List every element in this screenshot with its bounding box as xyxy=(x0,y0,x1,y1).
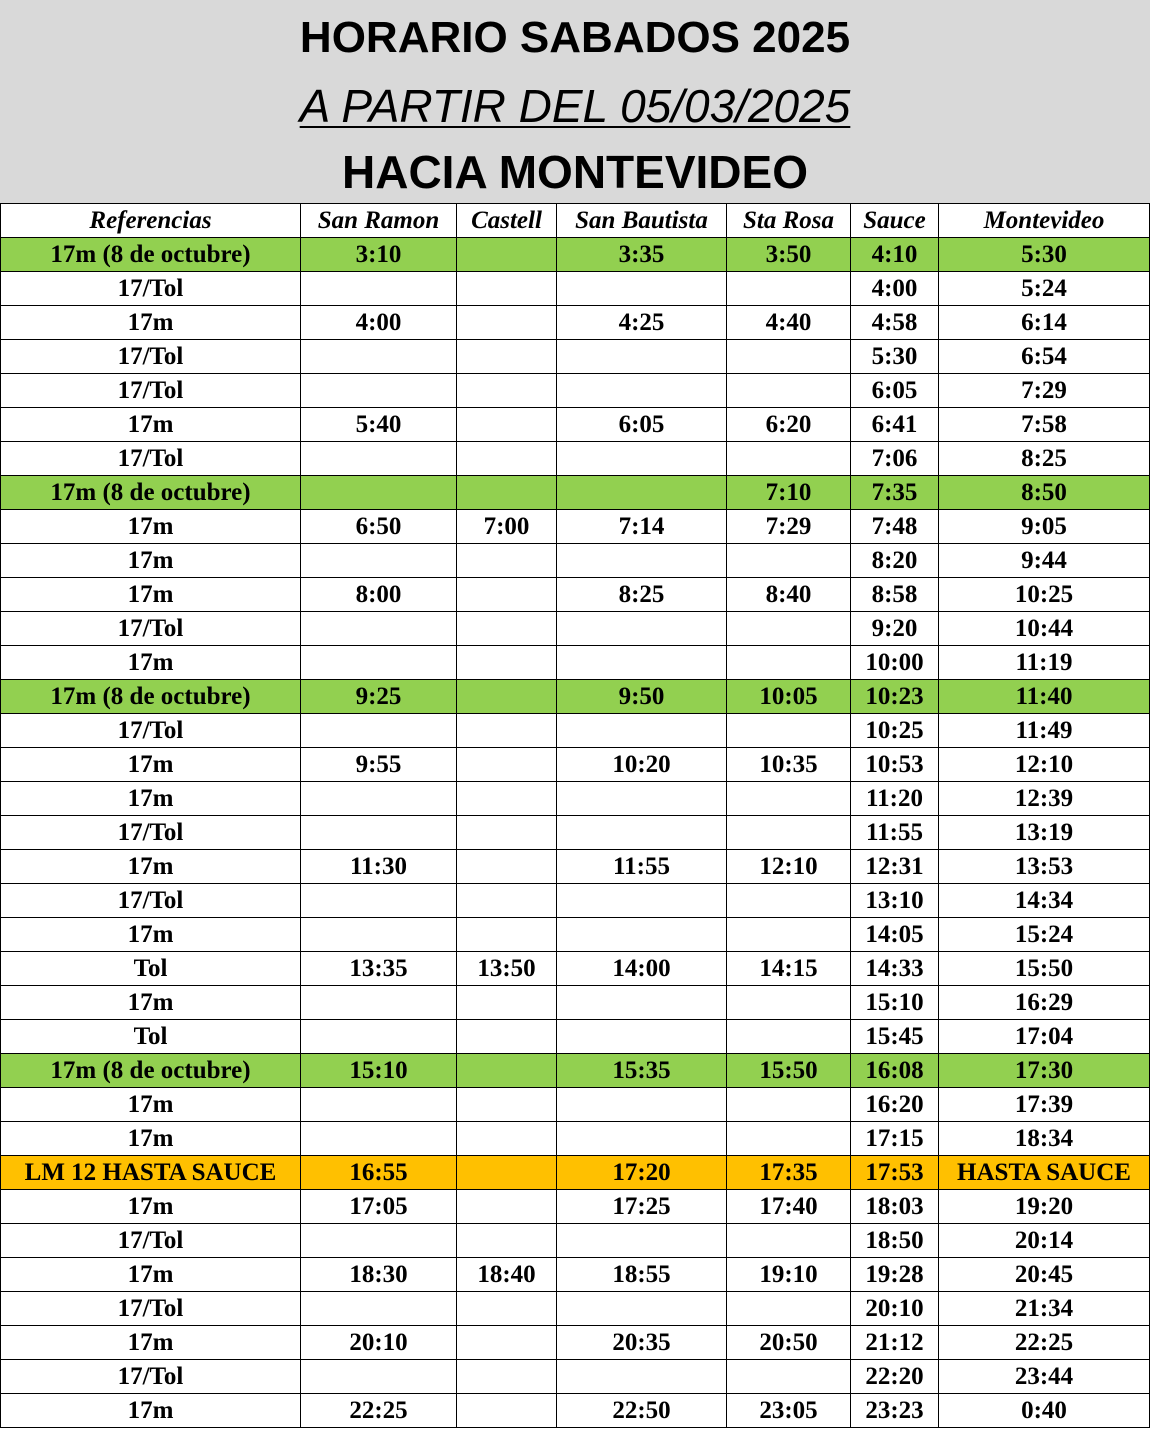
sta-rosa-cell xyxy=(727,986,851,1020)
montevideo-cell: 8:25 xyxy=(939,442,1150,476)
sta-rosa-cell: 7:29 xyxy=(727,510,851,544)
castell-cell xyxy=(457,1088,557,1122)
castell-cell xyxy=(457,306,557,340)
referencia-cell: 17/Tol xyxy=(1,714,301,748)
sta-rosa-cell xyxy=(727,918,851,952)
sauce-cell: 17:15 xyxy=(851,1122,939,1156)
sta-rosa-cell xyxy=(727,442,851,476)
referencia-cell: 17m xyxy=(1,1190,301,1224)
montevideo-cell: 12:39 xyxy=(939,782,1150,816)
sauce-cell: 20:10 xyxy=(851,1292,939,1326)
sauce-cell: 4:10 xyxy=(851,238,939,272)
san-bautista-cell: 15:35 xyxy=(557,1054,727,1088)
sta-rosa-cell xyxy=(727,272,851,306)
referencia-cell: 17m xyxy=(1,544,301,578)
san-bautista-cell xyxy=(557,612,727,646)
schedule-row xyxy=(1,510,1150,544)
sauce-cell: 15:45 xyxy=(851,1020,939,1054)
sta-rosa-cell: 17:40 xyxy=(727,1190,851,1224)
castell-cell xyxy=(457,1292,557,1326)
sauce-cell: 12:31 xyxy=(851,850,939,884)
sauce-cell: 18:50 xyxy=(851,1224,939,1258)
san-bautista-cell: 4:25 xyxy=(557,306,727,340)
san-bautista-cell xyxy=(557,1360,727,1394)
montevideo-cell: 9:44 xyxy=(939,544,1150,578)
san-ramon-cell xyxy=(301,986,457,1020)
san-bautista-cell xyxy=(557,1224,727,1258)
schedule-row xyxy=(1,646,1150,680)
sauce-cell: 5:30 xyxy=(851,340,939,374)
sauce-cell: 13:10 xyxy=(851,884,939,918)
sauce-cell: 7:35 xyxy=(851,476,939,510)
san-ramon-cell xyxy=(301,646,457,680)
san-ramon-cell xyxy=(301,1292,457,1326)
schedule-row xyxy=(1,952,1150,986)
montevideo-cell: 20:45 xyxy=(939,1258,1150,1292)
sta-rosa-cell xyxy=(727,544,851,578)
referencia-cell: Tol xyxy=(1,952,301,986)
montevideo-cell: 5:30 xyxy=(939,238,1150,272)
sta-rosa-cell: 15:50 xyxy=(727,1054,851,1088)
san-ramon-cell xyxy=(301,816,457,850)
san-ramon-cell: 5:40 xyxy=(301,408,457,442)
castell-cell xyxy=(457,680,557,714)
castell-cell xyxy=(457,408,557,442)
castell-cell xyxy=(457,1054,557,1088)
san-bautista-cell: 18:55 xyxy=(557,1258,727,1292)
schedule-row xyxy=(1,986,1150,1020)
direction-title: HACIA MONTEVIDEO xyxy=(342,146,808,198)
castell-cell xyxy=(457,1326,557,1360)
sta-rosa-cell: 17:35 xyxy=(727,1156,851,1190)
montevideo-cell: 22:25 xyxy=(939,1326,1150,1360)
referencia-cell: 17/Tol xyxy=(1,340,301,374)
san-bautista-cell xyxy=(557,884,727,918)
montevideo-cell: 23:44 xyxy=(939,1360,1150,1394)
schedule-body xyxy=(1,238,1150,1428)
san-bautista-cell xyxy=(557,544,727,578)
schedule-row xyxy=(1,748,1150,782)
referencia-cell: 17m xyxy=(1,1394,301,1428)
referencia-cell: 17m xyxy=(1,578,301,612)
sauce-cell: 10:53 xyxy=(851,748,939,782)
san-ramon-cell: 8:00 xyxy=(301,578,457,612)
san-bautista-cell: 3:35 xyxy=(557,238,727,272)
referencia-cell: 17/Tol xyxy=(1,884,301,918)
castell-cell xyxy=(457,340,557,374)
schedule-row xyxy=(1,1190,1150,1224)
referencia-cell: 17m (8 de octubre) xyxy=(1,476,301,510)
san-ramon-cell xyxy=(301,782,457,816)
montevideo-cell: 11:49 xyxy=(939,714,1150,748)
castell-cell xyxy=(457,714,557,748)
sauce-cell: 9:20 xyxy=(851,612,939,646)
sta-rosa-cell: 10:35 xyxy=(727,748,851,782)
san-ramon-cell xyxy=(301,918,457,952)
sta-rosa-cell xyxy=(727,1360,851,1394)
schedule-row xyxy=(1,1088,1150,1122)
san-bautista-cell xyxy=(557,1122,727,1156)
montevideo-cell: 20:14 xyxy=(939,1224,1150,1258)
montevideo-cell: 21:34 xyxy=(939,1292,1150,1326)
montevideo-cell: 7:58 xyxy=(939,408,1150,442)
schedule-row xyxy=(1,306,1150,340)
referencia-cell: 17m xyxy=(1,782,301,816)
referencia-cell: Tol xyxy=(1,1020,301,1054)
san-ramon-cell: 3:10 xyxy=(301,238,457,272)
sauce-cell: 4:58 xyxy=(851,306,939,340)
castell-cell xyxy=(457,578,557,612)
sauce-cell: 10:23 xyxy=(851,680,939,714)
sauce-cell: 16:08 xyxy=(851,1054,939,1088)
san-ramon-cell xyxy=(301,1020,457,1054)
sta-rosa-cell xyxy=(727,1020,851,1054)
castell-cell xyxy=(457,442,557,476)
schedule-row xyxy=(1,1360,1150,1394)
sta-rosa-cell: 14:15 xyxy=(727,952,851,986)
referencia-cell: 17m xyxy=(1,1258,301,1292)
castell-cell xyxy=(457,986,557,1020)
sauce-cell: 7:06 xyxy=(851,442,939,476)
column-header-castell: Castell xyxy=(457,204,557,238)
castell-cell xyxy=(457,1190,557,1224)
schedule-row xyxy=(1,1292,1150,1326)
schedule-row xyxy=(1,918,1150,952)
san-ramon-cell xyxy=(301,1360,457,1394)
sauce-cell: 10:00 xyxy=(851,646,939,680)
sauce-cell: 22:20 xyxy=(851,1360,939,1394)
referencia-cell: 17/Tol xyxy=(1,1224,301,1258)
referencia-cell: 17m xyxy=(1,748,301,782)
castell-cell xyxy=(457,272,557,306)
montevideo-cell: 13:53 xyxy=(939,850,1150,884)
sta-rosa-cell xyxy=(727,1122,851,1156)
referencia-cell: 17/Tol xyxy=(1,816,301,850)
sauce-cell: 15:10 xyxy=(851,986,939,1020)
referencia-cell: 17m (8 de octubre) xyxy=(1,1054,301,1088)
san-ramon-cell: 17:05 xyxy=(301,1190,457,1224)
schedule-row xyxy=(1,1258,1150,1292)
sta-rosa-cell: 19:10 xyxy=(727,1258,851,1292)
sta-rosa-cell: 3:50 xyxy=(727,238,851,272)
sauce-cell: 16:20 xyxy=(851,1088,939,1122)
referencia-cell: 17/Tol xyxy=(1,272,301,306)
san-bautista-cell: 7:14 xyxy=(557,510,727,544)
san-ramon-cell: 9:25 xyxy=(301,680,457,714)
montevideo-cell: 18:34 xyxy=(939,1122,1150,1156)
schedule-row xyxy=(1,850,1150,884)
castell-cell xyxy=(457,1224,557,1258)
montevideo-cell: 0:40 xyxy=(939,1394,1150,1428)
column-header-san-bautista: San Bautista xyxy=(557,204,727,238)
san-bautista-cell: 17:25 xyxy=(557,1190,727,1224)
montevideo-cell: 12:10 xyxy=(939,748,1150,782)
schedule-row xyxy=(1,884,1150,918)
referencia-cell: 17m xyxy=(1,1088,301,1122)
montevideo-cell: 6:54 xyxy=(939,340,1150,374)
castell-cell xyxy=(457,1394,557,1428)
referencia-cell: 17/Tol xyxy=(1,442,301,476)
san-ramon-cell: 15:10 xyxy=(301,1054,457,1088)
san-ramon-cell xyxy=(301,612,457,646)
schedule-row xyxy=(1,1224,1150,1258)
schedule-row xyxy=(1,1394,1150,1428)
schedule-row xyxy=(1,782,1150,816)
san-ramon-cell xyxy=(301,544,457,578)
schedule-title: HORARIO SABADOS 2025 xyxy=(299,13,851,62)
schedule-table xyxy=(0,203,1150,1428)
sta-rosa-cell xyxy=(727,884,851,918)
referencia-cell: 17m xyxy=(1,646,301,680)
san-bautista-cell: 11:55 xyxy=(557,850,727,884)
san-bautista-cell xyxy=(557,272,727,306)
sauce-cell: 17:53 xyxy=(851,1156,939,1190)
referencia-cell: 17m xyxy=(1,306,301,340)
montevideo-cell: 8:50 xyxy=(939,476,1150,510)
sauce-cell: 6:05 xyxy=(851,374,939,408)
column-header-montevideo: Montevideo xyxy=(939,204,1150,238)
sauce-cell: 19:28 xyxy=(851,1258,939,1292)
schedule-row xyxy=(1,1122,1150,1156)
san-bautista-cell xyxy=(557,1292,727,1326)
montevideo-cell: 10:25 xyxy=(939,578,1150,612)
san-ramon-cell xyxy=(301,714,457,748)
san-bautista-cell xyxy=(557,816,727,850)
sta-rosa-cell xyxy=(727,612,851,646)
schedule-row xyxy=(1,238,1150,272)
san-bautista-cell xyxy=(557,1020,727,1054)
san-ramon-cell: 13:35 xyxy=(301,952,457,986)
montevideo-cell: 11:19 xyxy=(939,646,1150,680)
montevideo-cell: 19:20 xyxy=(939,1190,1150,1224)
castell-cell: 13:50 xyxy=(457,952,557,986)
castell-cell xyxy=(457,816,557,850)
san-bautista-cell: 10:20 xyxy=(557,748,727,782)
column-header-sta-rosa: Sta Rosa xyxy=(727,204,851,238)
san-ramon-cell xyxy=(301,884,457,918)
san-ramon-cell xyxy=(301,1224,457,1258)
montevideo-cell: HASTA SAUCE xyxy=(939,1156,1150,1190)
referencia-cell: 17m xyxy=(1,986,301,1020)
san-ramon-cell: 22:25 xyxy=(301,1394,457,1428)
column-header-san-ramon: San Ramon xyxy=(301,204,457,238)
sauce-cell: 21:12 xyxy=(851,1326,939,1360)
san-bautista-cell: 14:00 xyxy=(557,952,727,986)
schedule-row xyxy=(1,544,1150,578)
san-ramon-cell: 20:10 xyxy=(301,1326,457,1360)
castell-cell xyxy=(457,884,557,918)
san-bautista-cell: 17:20 xyxy=(557,1156,727,1190)
castell-cell xyxy=(457,1020,557,1054)
schedule-row xyxy=(1,680,1150,714)
schedule-row xyxy=(1,816,1150,850)
sta-rosa-cell xyxy=(727,646,851,680)
san-bautista-cell xyxy=(557,1088,727,1122)
schedule-subtitle xyxy=(0,80,1150,132)
castell-cell xyxy=(457,850,557,884)
castell-cell xyxy=(457,612,557,646)
castell-cell xyxy=(457,918,557,952)
sta-rosa-cell: 4:40 xyxy=(727,306,851,340)
castell-cell: 7:00 xyxy=(457,510,557,544)
san-ramon-cell: 6:50 xyxy=(301,510,457,544)
column-header-row xyxy=(1,204,1150,238)
san-ramon-cell: 18:30 xyxy=(301,1258,457,1292)
castell-cell xyxy=(457,1122,557,1156)
schedule-row xyxy=(1,1020,1150,1054)
referencia-cell: 17/Tol xyxy=(1,1360,301,1394)
san-bautista-cell xyxy=(557,918,727,952)
san-ramon-cell xyxy=(301,476,457,510)
sta-rosa-cell xyxy=(727,816,851,850)
san-bautista-cell: 9:50 xyxy=(557,680,727,714)
castell-cell: 18:40 xyxy=(457,1258,557,1292)
schedule-row xyxy=(1,714,1150,748)
castell-cell xyxy=(457,374,557,408)
sta-rosa-cell: 23:05 xyxy=(727,1394,851,1428)
san-bautista-cell xyxy=(557,714,727,748)
montevideo-cell: 5:24 xyxy=(939,272,1150,306)
effective-date: A PARTIR DEL 05/03/2025 xyxy=(299,80,851,132)
referencia-cell: 17m (8 de octubre) xyxy=(1,680,301,714)
schedule-row xyxy=(1,1326,1150,1360)
san-ramon-cell xyxy=(301,1088,457,1122)
sauce-cell: 18:03 xyxy=(851,1190,939,1224)
column-header-referencias: Referencias xyxy=(1,204,301,238)
referencia-cell: 17m xyxy=(1,918,301,952)
montevideo-cell: 7:29 xyxy=(939,374,1150,408)
sauce-cell: 4:00 xyxy=(851,272,939,306)
san-bautista-cell: 22:50 xyxy=(557,1394,727,1428)
sauce-cell: 8:58 xyxy=(851,578,939,612)
schedule-row xyxy=(1,340,1150,374)
san-ramon-cell xyxy=(301,374,457,408)
sta-rosa-cell xyxy=(727,340,851,374)
sauce-cell: 11:55 xyxy=(851,816,939,850)
montevideo-cell: 17:30 xyxy=(939,1054,1150,1088)
castell-cell xyxy=(457,544,557,578)
montevideo-cell: 10:44 xyxy=(939,612,1150,646)
sta-rosa-cell xyxy=(727,1224,851,1258)
montevideo-cell: 15:50 xyxy=(939,952,1150,986)
sta-rosa-cell xyxy=(727,1292,851,1326)
schedule-row xyxy=(1,612,1150,646)
san-ramon-cell: 9:55 xyxy=(301,748,457,782)
san-ramon-cell xyxy=(301,442,457,476)
sauce-cell: 8:20 xyxy=(851,544,939,578)
schedule-row xyxy=(1,272,1150,306)
montevideo-cell: 9:05 xyxy=(939,510,1150,544)
san-bautista-cell xyxy=(557,374,727,408)
referencia-cell: 17m xyxy=(1,1122,301,1156)
san-bautista-cell xyxy=(557,476,727,510)
schedule-row xyxy=(1,1054,1150,1088)
san-bautista-cell xyxy=(557,986,727,1020)
castell-cell xyxy=(457,238,557,272)
castell-cell xyxy=(457,646,557,680)
san-bautista-cell xyxy=(557,340,727,374)
referencia-cell: 17m xyxy=(1,850,301,884)
schedule-row xyxy=(1,578,1150,612)
schedule-row xyxy=(1,442,1150,476)
montevideo-cell: 13:19 xyxy=(939,816,1150,850)
sauce-cell: 6:41 xyxy=(851,408,939,442)
referencia-cell: 17m xyxy=(1,408,301,442)
referencia-cell: 17/Tol xyxy=(1,374,301,408)
san-bautista-cell xyxy=(557,646,727,680)
sauce-cell: 14:33 xyxy=(851,952,939,986)
sta-rosa-cell xyxy=(727,782,851,816)
sta-rosa-cell: 10:05 xyxy=(727,680,851,714)
schedule-row xyxy=(1,476,1150,510)
san-bautista-cell: 20:35 xyxy=(557,1326,727,1360)
sauce-cell: 7:48 xyxy=(851,510,939,544)
castell-cell xyxy=(457,782,557,816)
san-bautista-cell xyxy=(557,442,727,476)
sta-rosa-cell: 12:10 xyxy=(727,850,851,884)
sauce-cell: 23:23 xyxy=(851,1394,939,1428)
referencia-cell: 17/Tol xyxy=(1,612,301,646)
schedule-row xyxy=(1,408,1150,442)
san-ramon-cell xyxy=(301,340,457,374)
schedule-row xyxy=(1,374,1150,408)
montevideo-cell: 15:24 xyxy=(939,918,1150,952)
san-ramon-cell xyxy=(301,272,457,306)
referencia-cell: 17m xyxy=(1,510,301,544)
san-ramon-cell: 11:30 xyxy=(301,850,457,884)
sauce-cell: 14:05 xyxy=(851,918,939,952)
referencia-cell: 17/Tol xyxy=(1,1292,301,1326)
montevideo-cell: 17:04 xyxy=(939,1020,1150,1054)
sta-rosa-cell: 6:20 xyxy=(727,408,851,442)
schedule-header xyxy=(0,0,1150,203)
montevideo-cell: 11:40 xyxy=(939,680,1150,714)
sauce-cell: 11:20 xyxy=(851,782,939,816)
sta-rosa-cell xyxy=(727,1088,851,1122)
referencia-cell: 17m xyxy=(1,1326,301,1360)
san-ramon-cell: 4:00 xyxy=(301,306,457,340)
castell-cell xyxy=(457,476,557,510)
montevideo-cell: 16:29 xyxy=(939,986,1150,1020)
montevideo-cell: 17:39 xyxy=(939,1088,1150,1122)
sta-rosa-cell: 20:50 xyxy=(727,1326,851,1360)
sauce-cell: 10:25 xyxy=(851,714,939,748)
san-ramon-cell: 16:55 xyxy=(301,1156,457,1190)
sta-rosa-cell xyxy=(727,374,851,408)
castell-cell xyxy=(457,1156,557,1190)
san-bautista-cell: 6:05 xyxy=(557,408,727,442)
castell-cell xyxy=(457,1360,557,1394)
san-ramon-cell xyxy=(301,1122,457,1156)
schedule-row xyxy=(1,1156,1150,1190)
castell-cell xyxy=(457,748,557,782)
sta-rosa-cell xyxy=(727,714,851,748)
sta-rosa-cell: 8:40 xyxy=(727,578,851,612)
referencia-cell: 17m (8 de octubre) xyxy=(1,238,301,272)
montevideo-cell: 14:34 xyxy=(939,884,1150,918)
montevideo-cell: 6:14 xyxy=(939,306,1150,340)
referencia-cell: LM 12 HASTA SAUCE xyxy=(1,1156,301,1190)
sta-rosa-cell: 7:10 xyxy=(727,476,851,510)
san-bautista-cell: 8:25 xyxy=(557,578,727,612)
column-header-sauce: Sauce xyxy=(851,204,939,238)
san-bautista-cell xyxy=(557,782,727,816)
